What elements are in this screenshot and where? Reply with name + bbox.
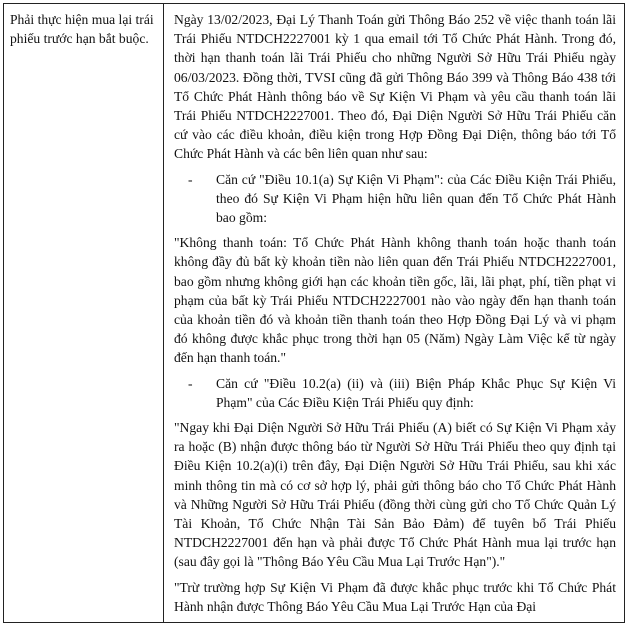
detail-cell: [164, 4, 625, 623]
intro-paragraph: Ngày 13/02/2023, Đại Lý Thanh Toán gửi Thông Báo 252 về việc thanh toán lãi Trái Phiếu NTDCH2227001 kỳ 1 qua email tới Tổ Chức Phát Hành. Trong đó, thời hạn thanh toán lãi Trái Phiếu cho những Người Sở Hữu Trái Phiếu ngày 06/03/2023. Đồng thời, TVSI cũng đã gửi Thông Báo 399 và Thông Báo 438 tới Tổ Chức Phát Hành thông báo về Sự Kiện Vi Phạm và yêu cầu thanh toán lãi Trái Phiếu NTDCH2227001. Theo đó, Đại Diện Người Sở Hữu Trái Phiếu căn cứ vào các điều khoản, điều kiện trong Hợp Đồng Đại Diện, thông báo tới Tổ Chức Phát Hành và các bên liên quan như sau:: [174, 12, 616, 162]
quote-paragraph: "Trừ trường hợp Sự Kiện Vi Phạm đã được khắc phục trước khi Tổ Chức Phát Hành nhận được Thông Báo Yêu Cầu Mua Lại Trước Hạn của Đại: [174, 579, 616, 614]
bullet-text: Căn cứ "Điều 10.2(a) (ii) và (iii) Biện Pháp Khắc Phục Sự Kiện Vi Phạm" của Các Điều Kiện Trái Phiếu quy định:: [216, 375, 616, 410]
document-table: [3, 3, 625, 623]
table-row: [4, 4, 625, 623]
bullet-dash: -: [188, 375, 193, 391]
requirement-text: Phải thực hiện mua lại trái phiếu trước hạn bắt buộc.: [10, 12, 154, 46]
quote-paragraph: "Không thanh toán: Tổ Chức Phát Hành không thanh toán hoặc thanh toán không đầy đủ bất kỳ khoản tiền nào liên quan đến Trái Phiếu NTDCH2227001, bao gồm nhưng không giới hạn các khoản tiền gốc, lãi, lãi phạt, phí, tiền phạt vi phạm của bất kỳ Trái Phiếu NTDCH2227001 nào vào ngày đến hạn thanh toán của khoản tiền đó và khoản tiền thanh toán theo Hợp Đồng Đại Lý và vi phạm đó không được khắc phục trong thời hạn 05 (Năm) Ngày Làm Việc kể từ ngày đến hạn thanh toán.": [174, 235, 616, 366]
bullet-item: [174, 374, 616, 412]
requirement-cell: [4, 4, 164, 623]
bullet-item: [174, 170, 616, 228]
bullet-dash: -: [188, 171, 193, 187]
quote-paragraph: "Ngay khi Đại Diện Người Sở Hữu Trái Phiếu (A) biết có Sự Kiện Vi Phạm xảy ra hoặc (B) nhận được thông báo từ Người Sở Hữu Trái Phiếu theo quy định tại Điều Kiện 10.2(a)(i) trên đây, Đại Diện Người Sở Hữu Trái Phiếu, sau khi xác minh thông tin mà có cơ sở hợp lý, phải gửi thông báo cho Tổ Chức Phát Hành và Những Người Sở Hữu Trái Phiếu (đồng thời cùng gửi cho Tổ Chức Quản Lý Tài Khoản, Tổ Chức Nhận Tài Sản Bảo Đảm) để tuyên bố Trái Phiếu NTDCH2227001 đến hạn và phải được Tổ Chức Phát Hành mua lại trước hạn (sau đây gọi là "Thông Báo Yêu Cầu Mua Lại Trước Hạn").": [174, 420, 616, 570]
bullet-text: Căn cứ "Điều 10.1(a) Sự Kiện Vi Phạm": của Các Điều Kiện Trái Phiếu, theo đó Sự Kiện Vi Phạm hiện hữu liên quan đến Tổ Chức Phát Hành bao gồm:: [216, 171, 616, 226]
